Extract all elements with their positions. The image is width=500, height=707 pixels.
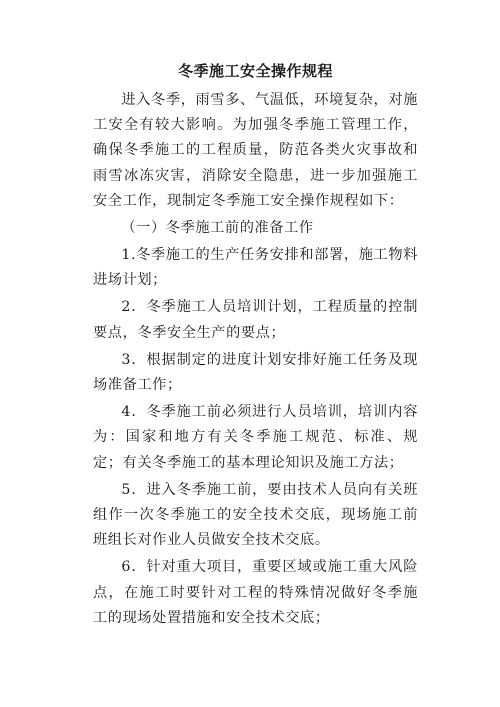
list-item: 2．冬季施工人员培训计划，工程质量的控制要点，冬季安全生产的要点； — [93, 299, 418, 341]
list-item: 1.冬季施工的生产任务安排和部署，施工物料进场计划； — [93, 247, 418, 289]
list-item: 4．冬季施工前必须进行人员培训，培训内容为：国家和地方有关冬季施工规范、标准、规定；有关冬季施工的基本理论知识及施工方法； — [93, 404, 418, 471]
list-item: 5．进入冬季施工前，要由技术人员向有关班组作一次冬季施工的安全技术交底，现场施工前班组长对作业人员做安全技术交底。 — [93, 481, 418, 549]
intro-paragraph: 进入冬季，雨雪多、气温低，环境复杂，对施工安全有较大影响。为加强冬季施工管理工作，确保冬季施工的工程质量，防范各类火灾事故和雨雪冰冻灾害，消除安全隐患，进一步加强施工安全工作，现制定冬季施工安全操作规程如下： — [93, 92, 418, 209]
document-title: 冬季施工安全操作规程 — [177, 62, 333, 80]
list-item: 3．根据制定的进度计划安排好施工任务及现场准备工作； — [93, 351, 418, 394]
list-item: 6．针对重大项目，重要区域或施工重大风险点，在施工时要针对工程的特殊情况做好冬季施工的现场处置措施和安全技术交底； — [93, 559, 418, 626]
section-heading: （一）冬季施工前的准备工作 — [121, 220, 314, 237]
